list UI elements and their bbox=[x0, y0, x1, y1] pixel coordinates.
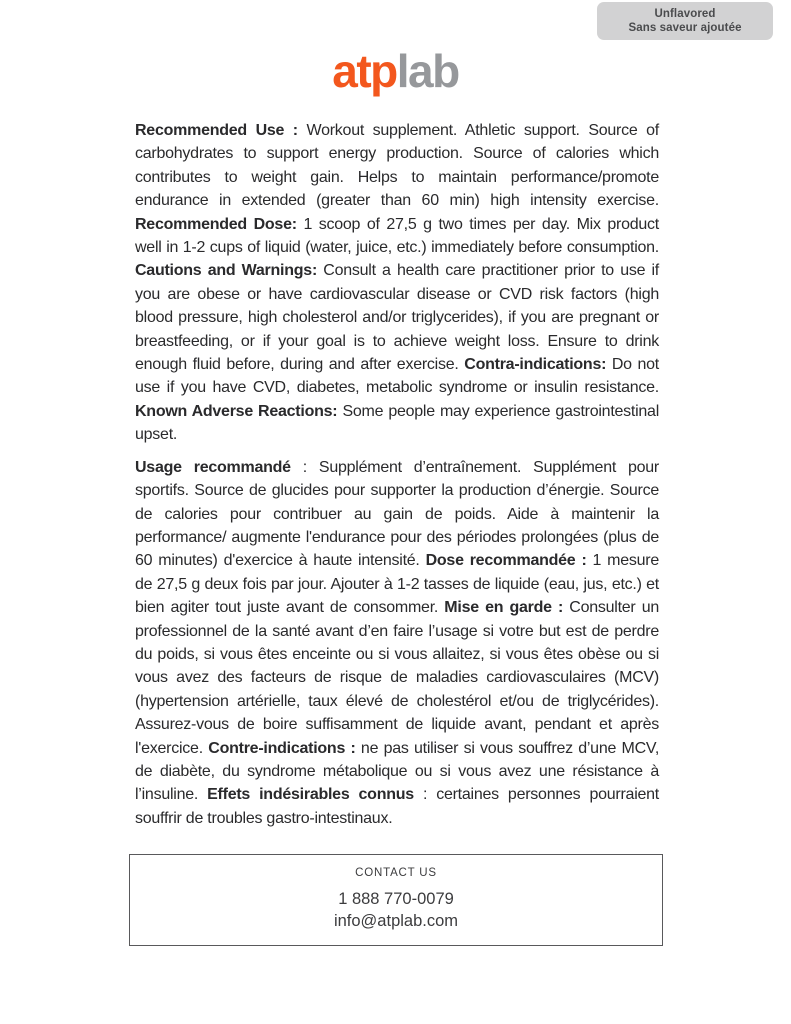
flavor-badge-line-en: Unflavored bbox=[654, 8, 716, 20]
bold-text-run: Usage recommandé bbox=[135, 458, 291, 476]
bold-text-run: Dose recommandée : bbox=[425, 552, 587, 570]
text-run: Consult a health care practitioner prior to use if you are obese or have cardiovascular disease or CVD risk factors (high blood pressure, high cholesterol and/or triglycerides), if you are pregnant or breastfeeding, or if your goal is to achieve weight loss. Ensure to drink enough fluid before, during and after exercise. bbox=[135, 262, 660, 374]
usage-recommande-paragraph-fr bbox=[135, 456, 659, 831]
bold-text-run: Recommended Use : bbox=[135, 122, 307, 139]
text-run: Do not use if you have CVD, diabetes, metabolic syndrome or insulin resistance. bbox=[135, 356, 659, 397]
text-run: Consulter un professionnel de la santé avant d’en faire l’usage si votre but est de perdre du poids, si vous êtes enceinte ou si vous allaitez, si vous êtes obèse ou si vous avez des facteurs de risque de maladies cardiovasculaires (MCV) (hypertension artérielle, taux élevé de cholestérol et/ou de triglycérides). Assurez-vous de boire suffisamment de liquide avant, pendant et après l'exercice. bbox=[135, 599, 659, 757]
bold-text-run: Recommended Dose: bbox=[135, 215, 297, 233]
contact-heading: CONTACT US bbox=[355, 867, 437, 879]
contact-email: info@atplab.com bbox=[333, 912, 459, 930]
bold-text-run: Effets indésirables connus bbox=[207, 786, 414, 804]
bold-text-run: Contre-indications : bbox=[208, 739, 356, 757]
logo-atp-text: atp bbox=[332, 45, 397, 97]
text-run: 1 scoop of 27,5 g two times per day. Mix product well in 1-2 cups of liquid (water, juice, etc.) immediately before consumption. bbox=[135, 215, 660, 257]
bold-text-run: Mise en garde : bbox=[444, 599, 564, 617]
text-run: : Supplément d’entraînement. Supplément pour sportifs. Source de glucides pour supporter la production d’énergie. Source de calories pour contribuer au gain de poids. Aide à maintenir la performance/ augmente l'endurance pour des périodes prolongées (plus de 60 minutes) d'exercice à haute intensité. bbox=[135, 458, 660, 570]
label-text-block bbox=[135, 119, 659, 830]
bold-text-run: Known Adverse Reactions: bbox=[135, 402, 338, 420]
bold-text-run: Cautions and Warnings: bbox=[135, 262, 318, 280]
contact-phone: 1 888 770-0079 bbox=[338, 890, 454, 908]
text-run: ne pas utiliser si vous souffrez d’une MCV, de diabète, du syndrome métabolique ou si vous avez une résistance à l’insuline. bbox=[135, 739, 660, 804]
flavor-badge-line-fr: Sans saveur ajoutée bbox=[628, 22, 742, 34]
text-run: Workout supplement. Athletic support. Source of carbohydrates to support energy production. Source of calories which contributes to weight gain. Helps to maintain performance/promote endurance in extended (greater than 60 min) high intensity exercise. bbox=[135, 122, 659, 210]
text-run: 1 mesure de 27,5 g deux fois par jour. Ajouter à 1-2 tasses de liquide (eau, jus, etc.) et bien agiter tout juste avant de consommer. bbox=[135, 552, 660, 617]
bold-text-run: Contra-indications: bbox=[464, 356, 607, 374]
flavor-badge bbox=[597, 2, 773, 40]
recommended-use-paragraph-en bbox=[135, 119, 659, 447]
text-run: : certaines personnes pourraient souffrir de troubles gastro-intestinaux. bbox=[135, 786, 659, 827]
text-run: Some people may experience gastrointestinal upset. bbox=[135, 402, 660, 444]
logo-lab-text: lab bbox=[396, 45, 459, 97]
contact-box bbox=[129, 854, 663, 946]
atplab-logo bbox=[0, 46, 791, 96]
